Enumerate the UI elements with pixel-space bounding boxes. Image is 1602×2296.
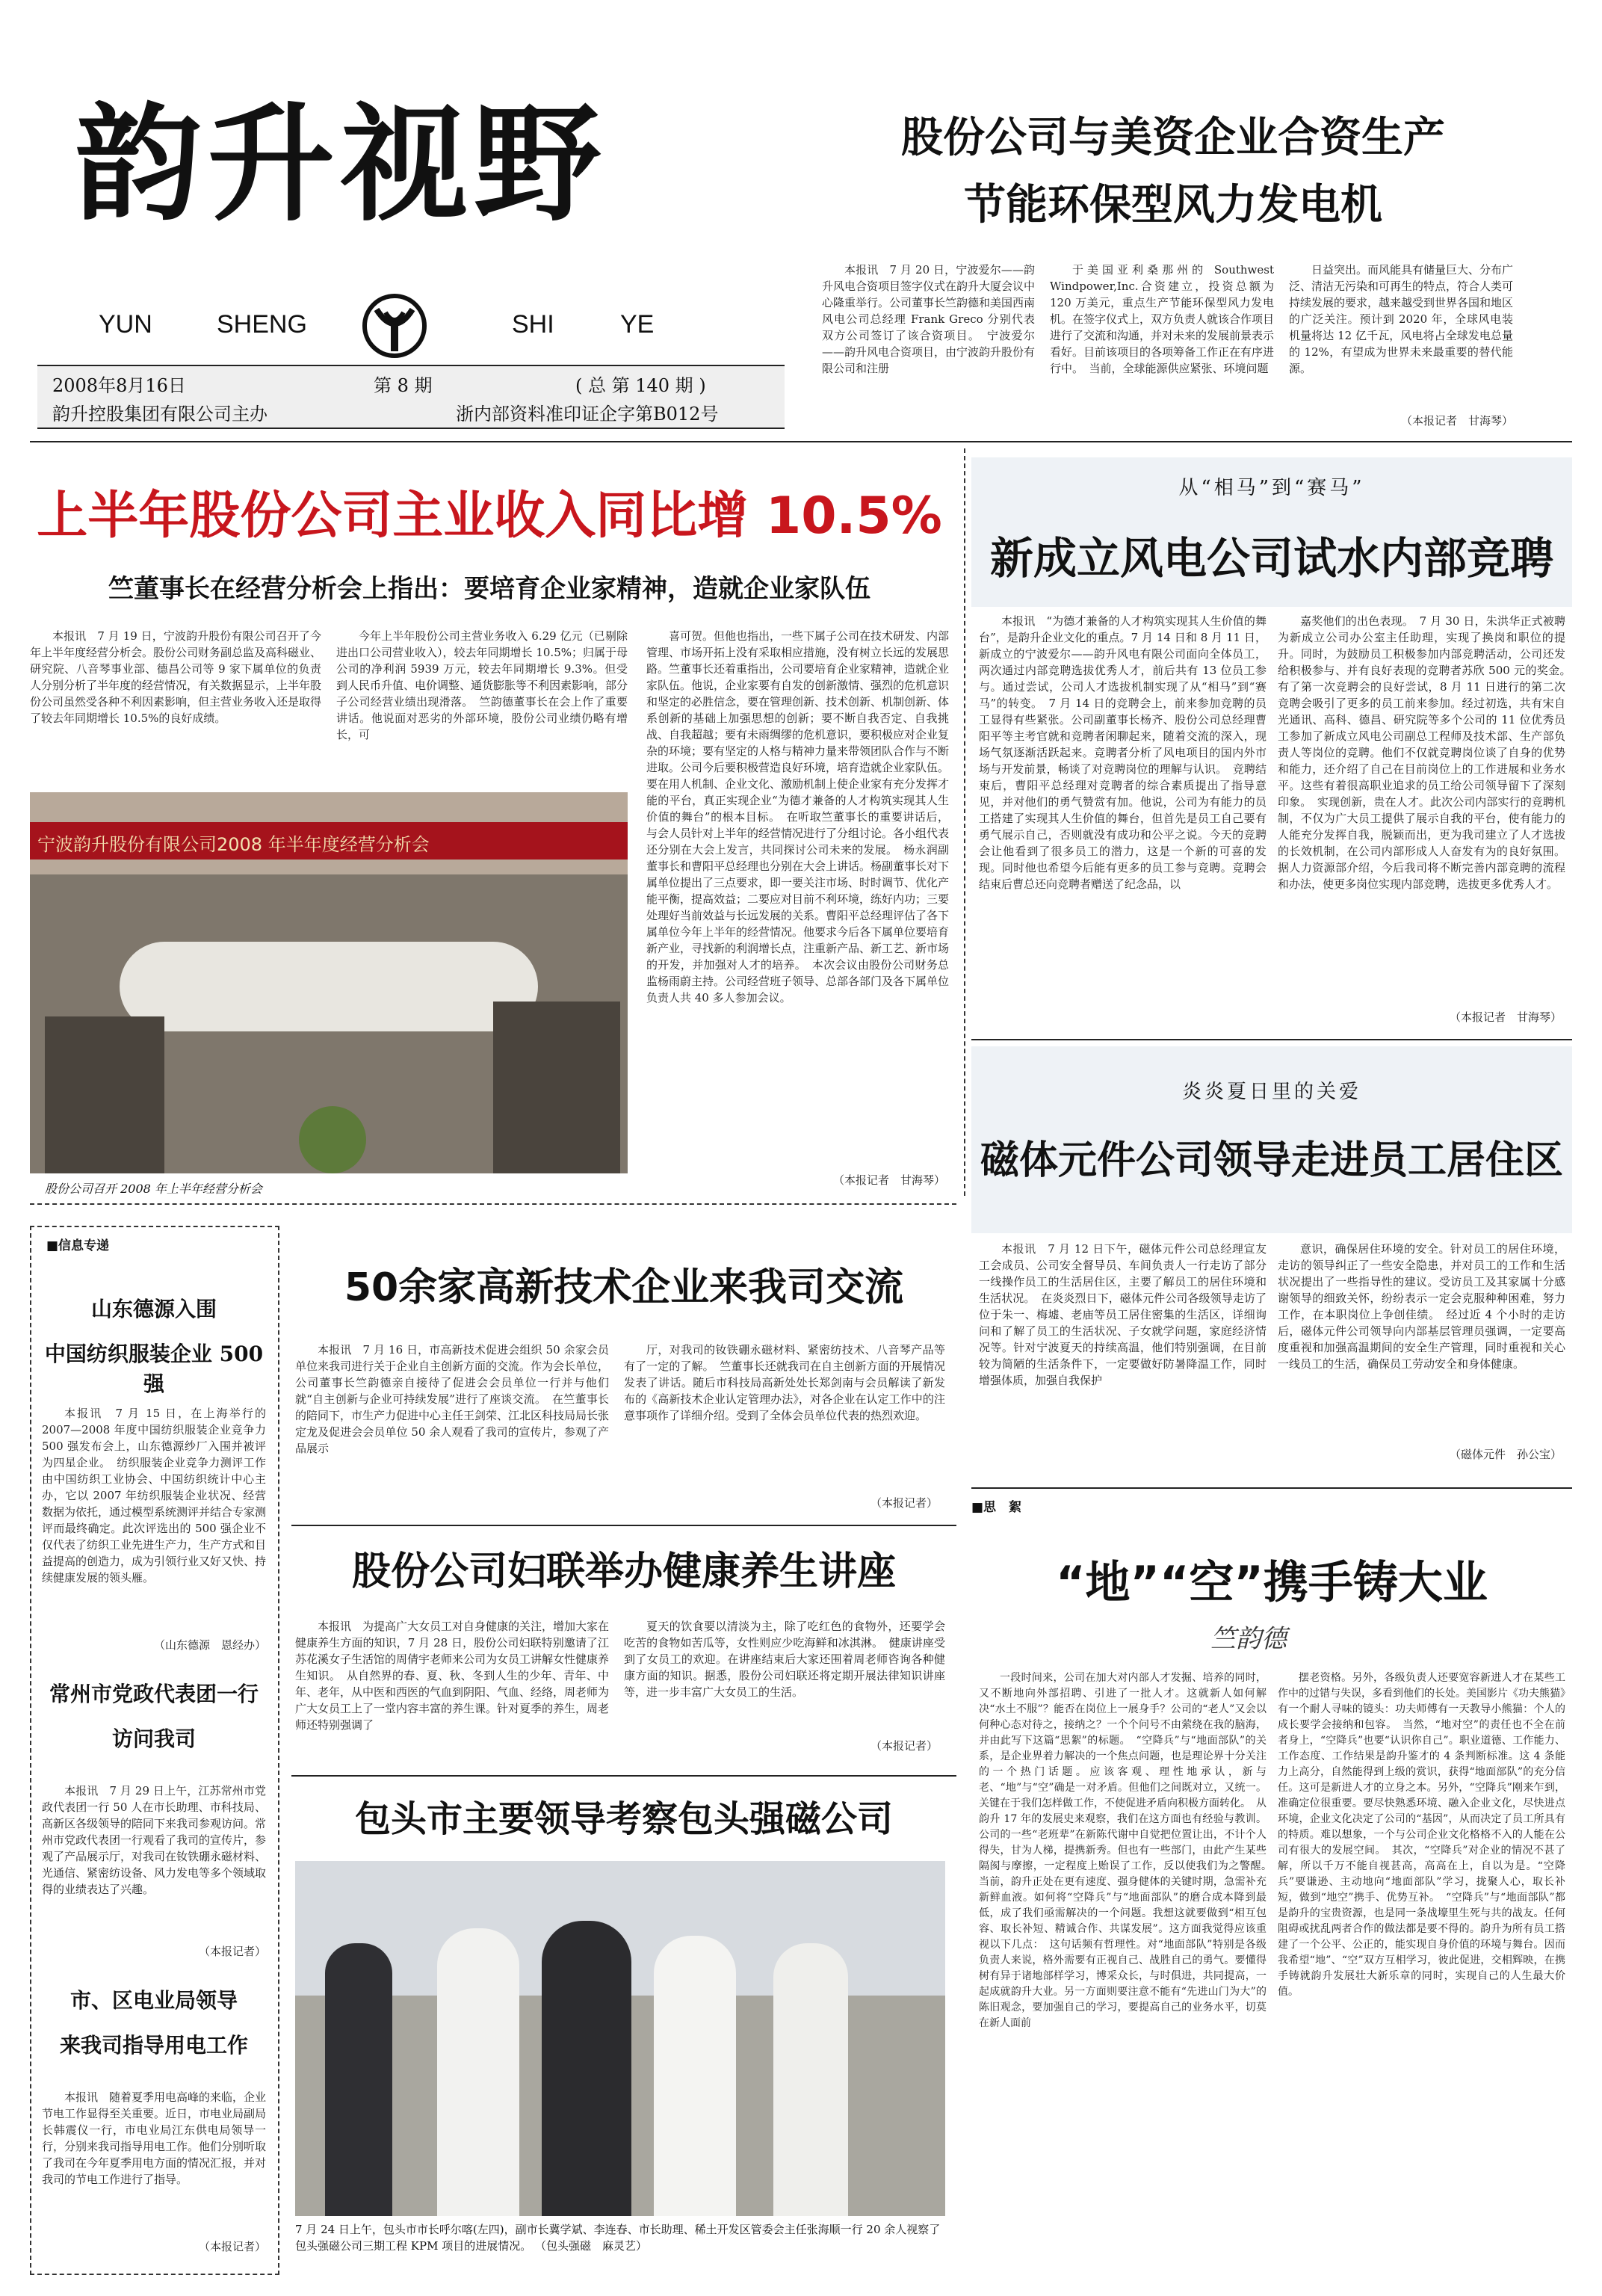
women-divider	[291, 1775, 956, 1777]
right2-col-2: 意识，确保居住环境的安全。针对员工的居住环境，走访的领导纠正了一些安全隐患，并对员工的工作和生活状况提出了一些指导性的建议。受访员工及其家属十分感谢领导的细致关怀，纷纷表示一定会克服种种困难，努力工作，在本职岗位上争创佳绩。 经过近 4 个小时的走访后，磁体元件公司领导向内部基层管理员强调，一定要高度重视和加强高温期间的安全生产管理，同时重视和关心一线员工的生活，确保员工劳动安全和身体健康。	[1278, 1242, 1565, 1371]
photo-banner-text: 宁波韵升股份有限公司2008 年半年度经营分析会	[37, 834, 430, 855]
lead-col-3: 喜可贺。但他也指出，一些下属子公司在技术研发、内部管理、市场开拓上没有采取相应措施，没有树立长远的发展思路。竺董事长还着重指出，公司要培育企业家精神，造就企业家队伍。他说，企业家要有自发的创新激情、强烈的危机意识和坚定的必胜信念，要在管理创新、技术创新、机制创新、体系创新的基础上加强思想的创新；要不断自我否定、自我挑战、自我超越；要有未雨绸缪的危机意识，要积极应对企业复杂的环境；要有坚定的人格与精神力量来带领团队合作与不断进取。公司今后要积极营造良好环境，培育造就企业家队伍。要在用人机制、企业文化、激励机制上使企业家有充分发挥才能的平台，真正实现企业“为德才兼备的人才构筑实现其人生价值的舞台”的根本目标。 在听取竺董事长的重要讲话后，与会人员针对上半年的经营情况进行了分组讨论。各小组代表还分别在大会上发言，共同探讨公司未来的发展。 杨永润副董事长和曹阳平总经理也分别在大会上讲话。杨副董事长对下属单位提出了三点要求，即一要关注市场、时时调节、优化产能平衡，提高效益；二要应对目前不利环境，练好内功；三要处理好当前效益与长远发展的关系。曹阳平总经理评估了各下属单位今年上半年的经营情况。他要求今后各下属单位要培育新产业，寻找新的利润增长点，注重新产品、新工艺、新市场的开发，并加强对人才的培养。 本次会议由股份公司财务总监杨雨蔚主持。公司经营班子领导、总部各部门及各下属单位负责人共 40 多人参加会议。	[646, 629, 950, 1004]
masthead-roman-2: SHENG	[217, 310, 307, 339]
lead-headline: 上半年股份公司主业收入同比增 10.5%	[37, 487, 942, 546]
essay-label: ■思 絮	[971, 1500, 1022, 1515]
masthead-date: 2008年8月16日	[52, 375, 186, 396]
lead-subhead: 竺董事长在经营分析会上指出：要培育企业家精神，造就企业家队伍	[108, 574, 870, 604]
right2-headline: 磁体元件公司领导走进员工居住区	[980, 1138, 1563, 1183]
right2-credit: （磁体元件 孙公宝）	[1449, 1448, 1562, 1461]
sidebar-label: ■信息专递	[42, 1235, 114, 1253]
baotou-caption-text: 7 月 24 日上午，包头市市长呼尔喀(左四)，副市长冀学斌、李连春、市长助理、稀土开发区管委会主任张海顺一行 20 余人视察了包头强磁公司三期工程 KPM 项目的进展情况。	[295, 2223, 941, 2253]
masthead-sponsor: 韵升控股集团有限公司主办	[52, 404, 267, 425]
masthead-roman-3: SHI	[512, 310, 554, 339]
right1-col-2: 嘉奖他们的出色表现。 7 月 30 日，朱洪华正式被聘为新成立公司办公室主任助理，实现了换岗和职位的提升。同时，为鼓励员工积极参加内部竞聘活动，公司还发给积极参与、并有良好表现的竞聘者苏欣 500 元的奖金。 有了第一次竞聘会的良好尝试，8 月 11 日进行的第二次竞聘会吸引了更多的员工前来参加。经过初选，共有宋自光通讯、高科、德昌、研究院等多个公司的 11 位优秀员工参加了新成立风电公司副总工程师及技术部、生产部负责人等岗位的竞聘。他们不仅就竞聘岗位谈了自身的优势和能力，还介绍了自己在目前岗位上的工作进展和业务水平。这些有着很高职业追求的员工给公司领导留下了深刻印象。 实现创新，贵在人才。此次公司内部实行的竞聘机制，不仅为广大员工提供了展示自我的平台，使有能力的人能充分发挥自我，脱颖而出，更为我司建立了人才选拔的长效机制，在公司内部形成人人奋发有为的良好氛围。据人力资源部介绍，今后我司将不断完善内部竞聘的流程和办法，使更多岗位实现内部竞聘，选拔更多优秀人才。	[1278, 614, 1577, 891]
essay-signature: 竺韵德	[1210, 1624, 1287, 1654]
sidebar-item-1-body: 本报讯 7 月 15 日，在上海举行的 2007—2008 年度中国纺织服装企业竞争力 500 强发布会上，山东德源纱厂入围并被评为四星企业。 纺织服装企业竞争力测评工作由中国纺织工业协会、中国纺织统计中心主办，它以 2007 年纺织服装企业状况、经营数据为依托，通过模型系统测评并结合专家测评而最终确定。此次评选出的 500 强企业不仅代表了纺织工业先进生产力，生产方式和目益提高的创造力，成为引领行业又好又快、持续健康发展的领头雁。	[42, 1407, 267, 1584]
sidebar-item-2-body: 本报讯 7 月 29 日上午，江苏常州市党政代表团一行 50 人在市长助理、市科技局、高新区各级领导的陪同下来我司参观访问。常州市党政代表团一行观看了我司的宣传片，参观了产品展示厅，对我司在钕铁硼永磁材料、光通信、紧密纺设备、风力发电等多个领域取得的业绩表达了兴趣。	[42, 1784, 267, 1896]
right2-kicker: 炎炎夏日里的关爱	[1181, 1081, 1361, 1103]
sidebar-item-1-credit: （山东德源 恩经办）	[153, 1638, 266, 1652]
sidebar-item-3-body: 本报讯 随着夏季用电高峰的来临，企业节电工作显得至关重要。近日，市电业局副局长韩震仪一行，市电业局江东供电局领导一行，分别来我司指导用电工作。他们分别听取了我司在今年夏季用电方面的情况汇报，并对我司的节电工作进行了指导。	[42, 2090, 267, 2186]
women-credit: （本报记者）	[870, 1739, 938, 1753]
women-col-2: 夏天的饮食要以清淡为主，除了吃红色的食物外，还要学会吃苦的食物如苦瓜等，女性则应少吃海鲜和冰淇淋。 健康讲座受到了女员工的欢迎。在讲座结束后大家还围着周老师咨询各种健康方面的知识。据悉，股份公司妇联还将定期开展法律知识讲座等，进一步丰富广大女员工的生活。	[624, 1620, 945, 1699]
top-story-col-1: 本报讯 7 月 20 日，宁波爱尔——韵升风电合资项目签字仪式在韵升大厦会议中心隆重举行。公司董事长竺韵德和美国西南风电公司总经理 Frank Greco 分别代表双方公司签订了该合资项目。 宁波爱尔——韵升风电合资项目，由宁波韵升股份有限公司和注册	[822, 263, 1036, 375]
right2-top-rule	[971, 1039, 1572, 1040]
lead-credit: （本报记者 甘海琴）	[832, 1173, 945, 1187]
right1-col-1: 本报讯 “为德才兼备的人才构筑实现其人生价值的舞台”，是韵升企业文化的重点。7 月 14 日和 8 月 11 日，新成立的宁波爱尔——韵升风电有限公司面向全体员工，两次通过内部竞聘选拔优秀人才，前后共有 13 位员工参与。通过尝试，公司人才选拔机制实现了从“相马”到“赛马”的转变。 7 月 14 日的竞聘会上，前来参加竞聘的员工显得有些紧张。公司副董事长杨齐、股份公司总经理曹阳平等主考官就和竞聘者闲聊起来，随着交流的深入，现场气氛逐渐活跃起来。竞聘者分析了风电项目的国内外市场与开发前景，畅谈了对竞聘岗位的理解与认识。 竞聘结束后，曹阳平总经理对竞聘者的综合素质提出了指导意见，并对他们的勇气赞赏有加。他说，公司为有能力的员工搭建了实现其人生价值的舞台，但首先是员工自己要有勇气展示自己，否则就没有成功和公平之说。今天的竞聘会让他看到了很多员工的潜力，这是一个新的可喜的发现。同时他也希望今后能有更多的员工参与竞聘。竞聘会结束后曹总还向竞聘者赠送了纪念品，以	[979, 614, 1267, 891]
top-story-headline-1: 股份公司与美资企业合资生产	[901, 114, 1445, 162]
lead-photo	[30, 792, 628, 1173]
top-story-headline-2: 节能环保型风力发电机	[964, 181, 1382, 229]
lead-photo-caption: 股份公司召开 2008 年上半年经营分析会	[45, 1182, 262, 1196]
story50-divider	[291, 1525, 956, 1526]
sidebar-item-3-title-2: 来我司指导用电工作	[59, 2033, 248, 2058]
essay-col-1: 一段时间来，公司在加大对内部人才发掘、培养的同时，又不断地向外部招聘、引进了一批人才。这就新人如何解决“水土不服”？能否在岗位上一展身手？公司的“老人”又会以何种心态对待之，接纳之？一个个问号不由萦绕在我的脑海，并由此写下这篇“思絮”的标题。 “空降兵”与“地面部队”的关系，是企业界着力解决的一个焦点问题，也是理论界十分关注的一个热门话题。应该客观、理性地承认，新与老、“地”与“空”确是一对矛盾。但他们之间既对立，又统一。关键在于我们怎样做工作，不使促进矛盾向积极方面转化。 从韵升 17 年的发展史来观察，我们在这方面也有经验与教训。公司的一些“老班辈”在新陈代谢中自觉把位置让出，不计个人得失，甘为人梯，提携新秀。但也有一些部门，由此产生某些隔阂与摩擦，一定程度上贻误了工作，反以使我们为之警醒。 当前，韵升正处在更有速度、强身健体的关键时期，急需补充新鲜血液。如何将“空降兵”与“地面部队”的磨合成本降到最低，成了我们亟需解决的一个问题。我想这就要做到“相互包容、取长补短、精诚合作、共谋发展”。这方面我觉得应该重视以下几点： 这句话频有哲理性。对“地面部队”特别是各级负责人来说，格外需要有正视自己、战胜自己的勇气。要懂得树有异于诸地部样学习，博采众长，与时俱进，共同提高，一起成就韵升大业。另一方面则要注意不能有“先进山门为大”的陈旧观念，要加强自己的学习，要提高自己的业务水平，切莫在新人面前	[979, 1672, 1277, 2029]
women-headline: 股份公司妇联举办健康养生讲座	[351, 1549, 896, 1594]
right1-kicker: 从“相马”到“赛马”	[1178, 477, 1365, 499]
women-col-1: 本报讯 为提高广大女员工对自身健康的关注，增加大家在健康养生方面的知识，7 月 28 日，股份公司妇联特别邀请了江苏花溪女子生活馆的周倩宇老师来公司为女员工讲解女性健康养生知识。 从自然界的春、夏、秋、冬到人生的少年、青年、中年、老年，从中医和西医的气血到阴阳、气血、经络，周老师为广大女员工上了一堂内容丰富的养生课。针对夏季的养生，周老师还特别强调了	[295, 1620, 610, 1732]
story50-headline: 50余家高新技术企业来我司交流	[344, 1265, 904, 1310]
story50-col-1: 本报讯 7 月 16 日，市高新技术促进会组织 50 余家会员单位来我司进行关于企业自主创新方面的交流。作为会长单位，公司董事长竺韵德亲自接待了促进会会员单位一行并与他们就“自主创新与企业可持续发展”进行了座谈交流。 在竺董事长的陪同下，市生产力促进中心主任王剑荣、江北区科技局局长张定龙及促进会会员单位 50 余人观看了我司的宣传片，参观了产品展示	[295, 1343, 610, 1455]
top-story-col-3: 日益突出。而风能具有储量巨大、分布广泛、清洁无污染和可再生的特点，符合人类可持续发展的要求，越来越受到世界各国和地区的广泛关注。预计到 2020 年，全球风电装机量将达 12 亿千瓦，风电将占全球发电总量的 12%，有望成为世界未来最重要的替代能源。	[1289, 263, 1514, 375]
story50-col-2: 厅，对我司的钕铁硼永磁材料、紧密纺技术、八音琴产品等有了一定的了解。 竺董事长还就我司在自主创新方面的开展情况发表了讲话。随后市科技局高新处处长郑剑南与会员解读了新发布的《高新技术企业认定管理办法》，对各企业在认定工作中的注意事项作了详细介绍。受到了全体会员单位代表的热烈欢迎。	[624, 1343, 945, 1422]
right1-credit: （本报记者 甘海琴）	[1449, 1010, 1562, 1024]
right1-headline: 新成立风电公司试水内部竞聘	[989, 533, 1553, 584]
sidebar-item-3-credit: （本报记者）	[198, 2240, 266, 2253]
baotou-caption	[295, 2221, 945, 2254]
masthead-roman-1: YUN	[99, 310, 152, 339]
masthead-issue: 第 8 期	[374, 375, 433, 396]
essay-col-2: 摆老资格。另外，各级负责人还要宽容新进人才在某些工作中的过错与失误，多看到他们的长处。美国影片《功夫熊猫》有一个耐人寻味的镜头：功夫师傅有一天教导小熊猫：个人的成长要学会接纳和包容。 当然，“地对空”的责任也不全在前者身上，“空降兵”也要“认识你自己”。职业道德、工作能力、工作态度、工作结果是韵升鉴才的 4 条判断标准。这 4 条能力上高分，自然能得到上级的赏识，获得“地面部队”的充分信任。这可是新进人才的立身之本。另外，“空降兵”刚来乍到，准确定位很重要。要尽快熟悉环境、融入企业文化，尽快进点环境，企业文化决定了公司的“基因”，从而决定了员工所具有的特质。难以想象，一个与公司企业文化格格不入的人能在公司有很大的发展空间。 其次，“空降兵”对企业的情况不甚了解，所以千万不能自视甚高，高高在上，自以为是。“空降兵”要谦逊、主动地向“地面部队”学习，拢聚人心，取长补短，做到“地空”携手、优势互补。 “空降兵”与“地面部队”都是韵升的宝贵资源，也是同一条战壕里生死与共的战友。任何阻碍或扰乱两者合作的做法都是要不得的。韵升为所有员工搭建了一个公平、公正的，能实现自身价值的环境与舞台。因而我希望“地”、“空”双方互相学习，彼此促进，交相辉映，在携手铸就韵升发展壮大新乐章的同时，实现自己的人生最大价值。	[1278, 1672, 1565, 1998]
sidebar-item-3-title-1: 市、区电业局领导	[69, 1988, 238, 2013]
masthead-info-box	[37, 365, 785, 429]
lead-col-1: 本报讯 7 月 19 日，宁波韵升股份有限公司召开了今年上半年度经营分析会。股份公司财务副总监及高科磁业、研究院、八音琴事业部、德昌公司等 9 家下属单位的负责人分别分析了半年度的经营情况，有关数据显示，上半年股份公司虽然受各种不利因素影响，但主营业务收入还是取得了较去年同期增长 10.5%的良好成绩。	[30, 629, 322, 725]
sidebar-item-2-credit: （本报记者）	[198, 1945, 266, 1958]
essay-top-rule	[971, 1487, 1572, 1489]
top-story-col-2: 于美国亚利桑那州的 Southwest Windpower,Inc.合资建立，投资总额为 120 万美元，重点生产节能环保型风力发电机。在签字仪式上，双方负责人就该合作项目进行了交流和沟通，并对未来的发展前景表示看好。目前该项目的各项筹备工作正在有序进行中。 当前，全球能源供应紧张、环境问题	[1050, 263, 1275, 375]
lead-col-2: 今年上半年股份公司主营业务收入 6.29 亿元（已剔除进出口公司营业收入），较去年同期增长 10.5%；归属于母公司的净利润 5939 万元，较去年同期增长 9.3%。但受到人民币升值、电价调整、通货膨胀等不利因素影响，部分子公司经营业绩出现滑落。 竺韵德董事长在会上作了重要讲话。他说面对恶劣的外部环境，股份公司业绩仍略有增长，可	[336, 629, 628, 741]
essay-headline: “地”“空”携手铸大业	[1056, 1557, 1488, 1609]
yunsheng-logo-icon	[362, 293, 427, 359]
lead-bottom-divider	[30, 1203, 956, 1205]
baotou-photo	[295, 1861, 945, 2216]
masthead-title: 韵升视野	[75, 90, 607, 239]
right2-col-1: 本报讯 7 月 12 日下午，磁体元件公司总经理宣友工会成员、公司安全督导员、车间负责人一行走访了部分一线操作员工的生活居住区，主要了解员工的居住环境和生活状况。 在炎炎烈日下，磁体元件公司各级领导走访了位于朱一、梅墟、老庙等员工居住密集的生活区，详细询问和了解了员工的生活状况、子女就学问题，家庭经济情况等。针对宁波夏天的持续高温，他们特别强调，在目前较为简陋的生活条件下，一定要做好防暑降温工作，同时增强体质，加强自我保护	[979, 1242, 1267, 1387]
sidebar-item-1-title-1: 山东德源入围	[90, 1297, 217, 1321]
right-column-divider	[964, 448, 965, 1196]
story50-credit: （本报记者）	[870, 1496, 938, 1510]
sidebar-item-2-title-2: 访问我司	[111, 1726, 196, 1751]
top-story-credit: （本报记者 甘海琴）	[1400, 414, 1513, 428]
sidebar-item-1-title-2: 中国纺织服装企业 500 强	[44, 1342, 264, 1396]
masthead-total: ( 总 第 140 期 )	[575, 375, 706, 396]
sidebar-item-2-title-1: 常州市党政代表团一行	[49, 1682, 259, 1706]
baotou-headline: 包头市主要领导考察包头强磁公司	[354, 1798, 893, 1840]
masthead-license: 浙内部资料准印证企字第B012号	[456, 404, 719, 425]
masthead-roman-4: YE	[620, 310, 655, 339]
top-divider	[30, 441, 1572, 442]
baotou-caption-credit: （包头强磁 麻灵艺）	[534, 2239, 647, 2253]
